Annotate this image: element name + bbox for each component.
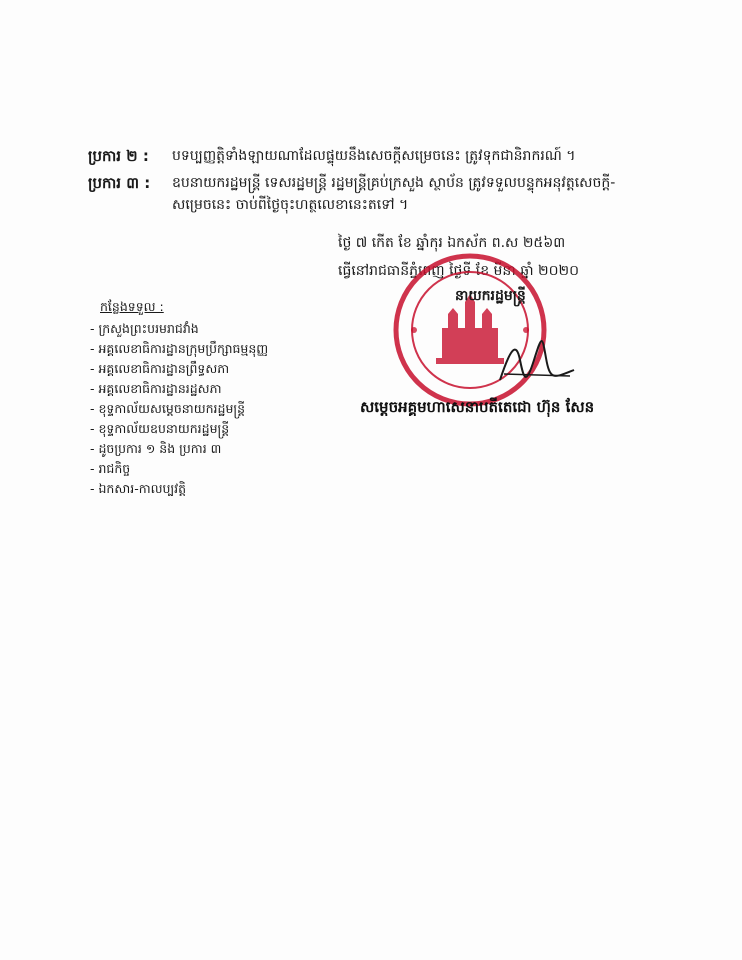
recipients-list xyxy=(90,297,350,499)
lunar-date: ថ្ងៃ ៧ កើត ខែ ឆ្នាំកុរ ឯកស័ក ព.ស ២៥៦៣ xyxy=(338,235,566,251)
prime-minister-title: នាយករដ្ឋមន្ត្រី xyxy=(455,288,526,304)
list-item: - រាជកិច្ច xyxy=(90,459,350,479)
list-item: - ឯកសារ-កាលប្បវត្តិ xyxy=(90,479,350,499)
list-item: - ក្រសួងព្រះបរមរាជវាំង xyxy=(90,319,350,339)
list-item: - អគ្គលេខាធិការដ្ឋានក្រុមប្រឹក្សាធម្មនុញ្ញ xyxy=(90,339,350,359)
article-2-label: ប្រការ ២ : xyxy=(88,147,149,165)
signatory-name: សម្តេចអគ្គមហាសេនាបតីតេជោ ហ៊ុន សែន xyxy=(360,398,595,416)
article-3-label: ប្រការ ៣ : xyxy=(88,174,151,192)
list-item: - អគ្គលេខាធិការដ្ឋានរដ្ឋសភា xyxy=(90,379,350,399)
article-2-text: បទប្បញ្ញត្តិទាំងឡាយណាដែលផ្ទុយនឹងសេចក្តីសម្រេចនេះ ត្រូវទុកជានិរាករណ៍ ។ xyxy=(172,148,576,164)
handwritten-signature-icon xyxy=(490,330,580,390)
list-item: - ខុទ្ទកាល័យសម្តេចនាយករដ្ឋមន្ត្រី xyxy=(90,399,350,419)
list-item: - អគ្គលេខាធិការដ្ឋានព្រឹទ្ធសភា xyxy=(90,359,350,379)
article-3-text-line1: ឧបនាយករដ្ឋមន្ត្រី ទេសរដ្ឋមន្ត្រី រដ្ឋមន្ត្រីគ្រប់ក្រសួង ស្ថាប័ន ត្រូវទទួលបន្ទុកអនុវត្តសេចក្តី- xyxy=(172,175,616,191)
recipients-items xyxy=(90,319,350,499)
list-item: - ខុទ្ទកាល័យឧបនាយករដ្ឋមន្ត្រី xyxy=(90,419,350,439)
article-3-body xyxy=(172,172,692,216)
recipients-title: កន្លែងទទួល : xyxy=(100,299,164,314)
article-3-text-line2: សម្រេចនេះ ចាប់ពីថ្ងៃចុះហត្ថលេខានេះតទៅ ។ xyxy=(172,197,409,213)
issued-place-date: ធ្វើនៅរាជធានីភ្នំពេញ ថ្ងៃទី ខែ មីនា ឆ្នាំ ២០២០ xyxy=(338,263,580,279)
list-item: - ដូចប្រការ ១ និង ប្រការ ៣ xyxy=(90,439,350,459)
